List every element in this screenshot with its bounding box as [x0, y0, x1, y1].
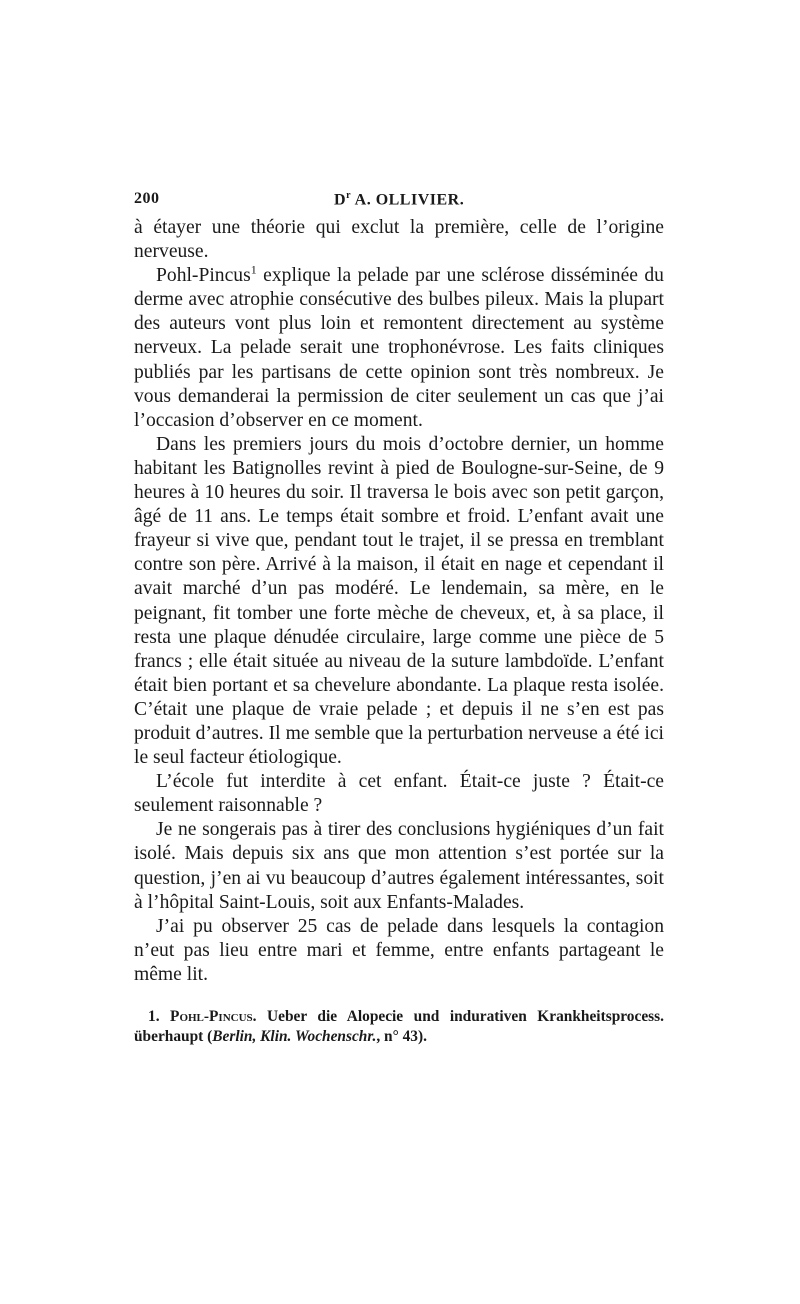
- footnote-text: Ueber die Alopecie und indurativen Krankheitsprocess. überhaupt (: [134, 1008, 664, 1045]
- paragraph-body: explique la pelade par une sclérose disséminée du derme avec atrophie consécutive des bulbes pileux. Mais la plupart des auteurs vont plus loin et remontent directement au système nerveux. La pelade serait une trophonévrose. Les faits cliniques publiés par les partisans de cette opinion sont très nombreux. Je vous demanderai la permission de citer seulement un cas que j’ai l’occasion d’observer en ce moment.: [134, 265, 664, 431]
- footnote-text-end: , n° 43).: [376, 1028, 427, 1045]
- page-number: 200: [134, 190, 160, 207]
- footnote-reference: 1: [250, 262, 257, 277]
- footnote: [134, 1007, 664, 1047]
- paragraph: Je ne songerais pas à tirer des conclusions hygiéniques d’un fait isolé. Mais depuis six ans que mon attention s’est portée sur la question, j’en ai vu beaucoup d’autres également intéressantes, soit à l’hôpital Saint-Louis, soit aux Enfants-Malades.: [134, 819, 664, 913]
- running-title: [334, 190, 464, 209]
- paragraph: J’ai pu observer 25 cas de pelade dans lesquels la contagion n’eut pas lieu entre mari et femme, entre enfants partageant le même lit.: [134, 915, 664, 985]
- footnote-source: Berlin, Klin. Wochenschr.: [212, 1028, 377, 1045]
- footnote-author: Pohl-Pincus.: [170, 1008, 257, 1025]
- paragraph: L’école fut interdite à cet enfant. Était-ce juste ? Était-ce seulement raisonnable ?: [134, 771, 664, 817]
- paragraph: Dans les premiers jours du mois d’octobre dernier, un homme habitant les Batignolles revint à pied de Boulogne-sur-Seine, de 9 heures à 10 heures du soir. Il traversa le bois avec son petit garçon, âgé de 11 ans. Le temps était sombre et froid. L’enfant avait une frayeur si vive que, pendant tout le trajet, il se pressa en tremblant contre son père. Arrivé à la maison, il était en nage et cependant il avait marché d’un pas modéré. Le lendemain, sa mère, en le peignant, fit tomber une forte mèche de cheveux, et, à sa place, il resta une plaque dénudée circulaire, large comme une pièce de 5 francs ; elle était située au niveau de la suture lambdoïde. L’enfant était bien portant et sa chevelure abondante. La plaque resta isolée. C’était une plaque de vraie pelade ; et depuis il ne s’en est pas produit d’autres. Il me semble que la perturbation nerveuse a été ici le seul facteur étiologique.: [134, 433, 664, 769]
- body-text: [134, 216, 664, 987]
- author-name: A. OLLIVIER.: [351, 191, 465, 209]
- author-prefix: D: [334, 191, 347, 209]
- paragraph-lead: Pohl-Pincus: [156, 265, 251, 287]
- paragraph: à étayer une théorie qui exclut la première, celle de l’origine nerveuse.: [134, 217, 664, 263]
- book-page: [134, 190, 664, 1047]
- running-head: [134, 190, 664, 216]
- paragraph: [134, 264, 664, 433]
- author-prefix-sup: r: [346, 190, 352, 201]
- footnote-number: 1.: [148, 1008, 171, 1025]
